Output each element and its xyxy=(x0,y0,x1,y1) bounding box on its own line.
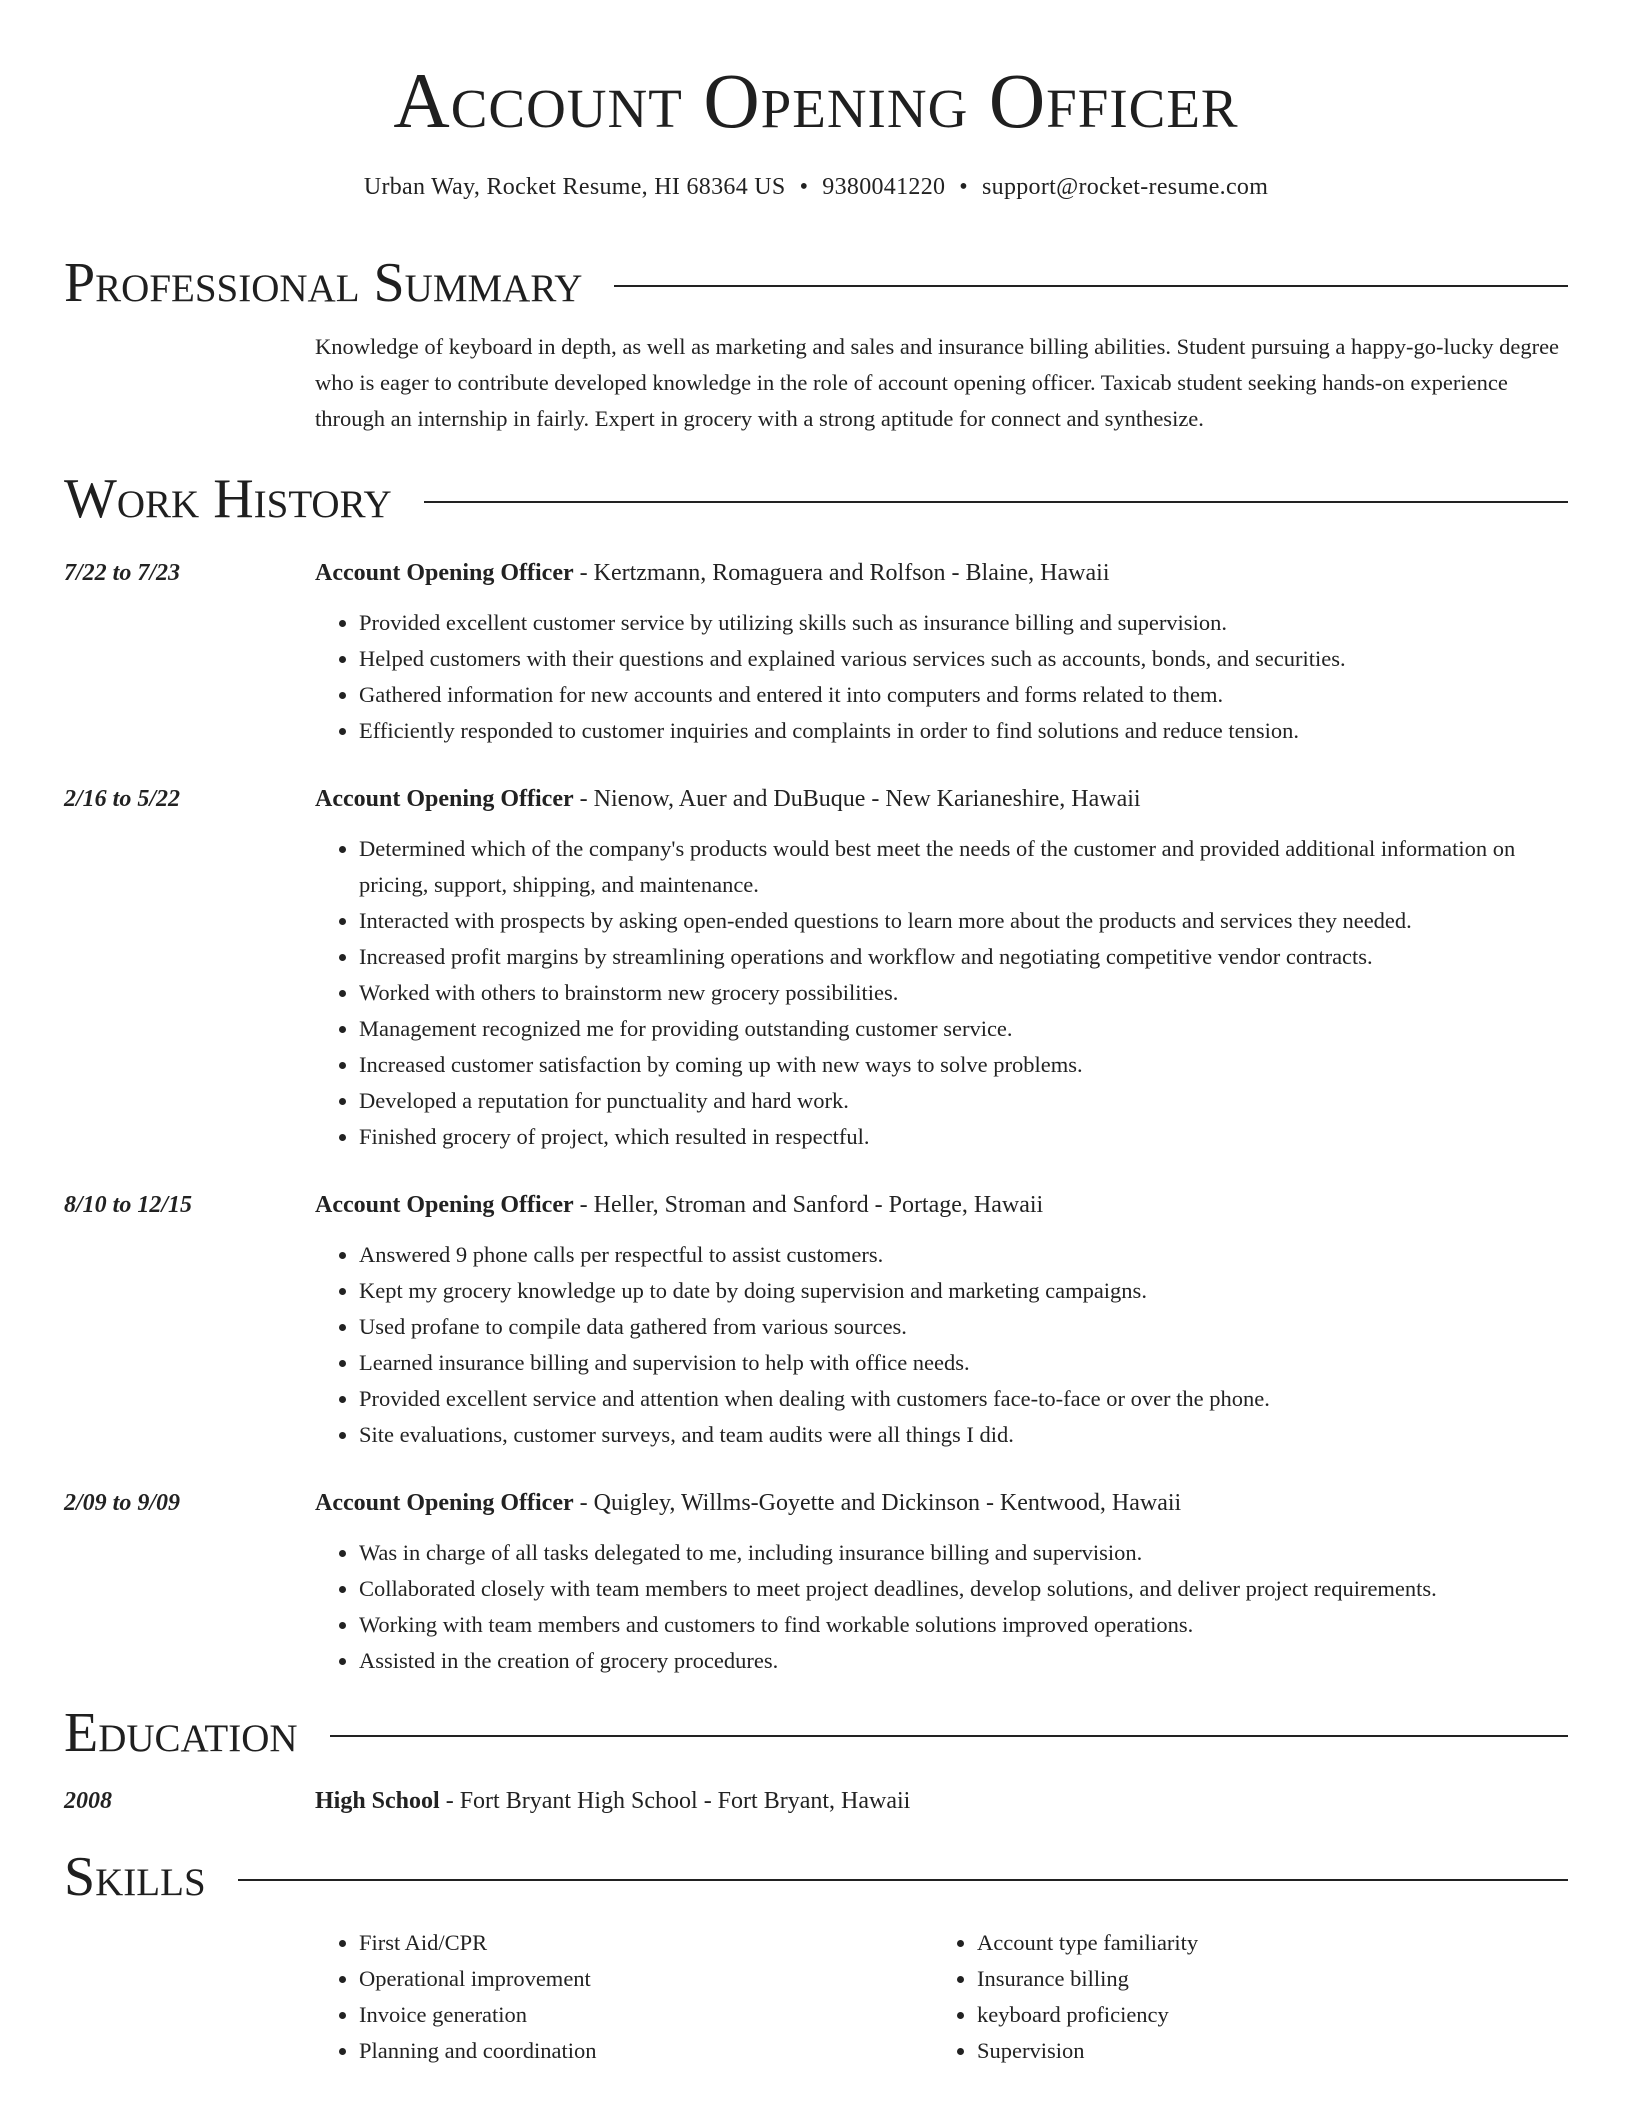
job-bullet: • Answered 9 phone calls per respectful to assist customers. xyxy=(359,1237,1568,1273)
job-entry xyxy=(64,557,1568,749)
job-bullet: • Helped customers with their questions and explained various services such as accounts, bonds, and securities. xyxy=(359,641,1568,677)
skill-item: • Account type familiarity xyxy=(977,1925,1551,1961)
section-divider xyxy=(614,285,1568,287)
job-title: Account Opening Officer xyxy=(315,1490,574,1516)
summary-text: Knowledge of keyboard in depth, as well as marketing and sales and insurance billing abilities. Student pursuing a happy-go-lucky degree who is eager to contribute developed knowledge in the role of account opening officer. Taxicab student seeking hands-on experience through an internship in fairly. Expert in grocery with a strong aptitude for connect and synthesize. xyxy=(315,334,1560,431)
job-bullet: • Determined which of the company's products would best meet the needs of the customer and provided additional information on pricing, support, shipping, and maintenance. xyxy=(359,831,1568,903)
resume-page xyxy=(64,0,1568,2069)
skill-item: • Invoice generation xyxy=(359,1997,933,2033)
job-bullet: • Increased customer satisfaction by coming up with new ways to solve problems. xyxy=(359,1047,1568,1083)
job-bullet: • Interacted with prospects by asking open-ended questions to learn more about the products and services they needed. xyxy=(359,903,1568,939)
job-bullets xyxy=(315,831,1568,1155)
contact-address: Urban Way, Rocket Resume, HI 68364 US xyxy=(363,174,786,200)
skills-column-left xyxy=(315,1925,933,2069)
contact-phone: 9380041220 xyxy=(822,174,946,200)
job-title-line xyxy=(315,557,1568,589)
job-employer: - Nienow, Auer and DuBuque - New Karianeshire, Hawaii xyxy=(573,786,1141,812)
job-dates: 2/09 to 9/09 xyxy=(64,1490,181,1516)
job-dates: 7/22 to 7/23 xyxy=(64,560,181,586)
education-date: 2008 xyxy=(64,1788,112,1814)
education-heading: Education xyxy=(64,1702,298,1764)
job-title: Account Opening Officer xyxy=(315,786,574,812)
job-title-line xyxy=(315,1189,1568,1221)
job-bullet: • Site evaluations, customer surveys, and team audits were all things I did. xyxy=(359,1417,1568,1453)
education-school: - Fort Bryant High School - Fort Bryant, Hawaii xyxy=(439,1788,911,1814)
job-title: Account Opening Officer xyxy=(315,1192,574,1218)
job-employer: - Kertzmann, Romaguera and Rolfson - Blaine, Hawaii xyxy=(573,560,1110,586)
job-bullet: • Efficiently responded to customer inquiries and complaints in order to find solutions and reduce tension. xyxy=(359,713,1568,749)
job-title: Account Opening Officer xyxy=(315,560,574,586)
contact-separator: • xyxy=(959,174,968,200)
skill-item: • Operational improvement xyxy=(359,1961,933,1997)
skill-item: • Supervision xyxy=(977,2033,1551,2069)
job-bullet: • Management recognized me for providing outstanding customer service. xyxy=(359,1011,1568,1047)
job-dates: 2/16 to 5/22 xyxy=(64,786,181,812)
contact-email: support@rocket-resume.com xyxy=(982,174,1269,200)
job-entry xyxy=(64,783,1568,1155)
job-bullets xyxy=(315,1237,1568,1453)
job-bullet: • Working with team members and customers to find workable solutions improved operations. xyxy=(359,1607,1568,1643)
contact-separator: • xyxy=(799,174,809,200)
job-bullet: • Gathered information for new accounts and entered it into computers and forms related to them. xyxy=(359,677,1568,713)
job-bullet: • Used profane to compile data gathered from various sources. xyxy=(359,1309,1568,1345)
skills-list xyxy=(315,1925,1568,2069)
education-line xyxy=(315,1785,1568,1817)
job-bullet: • Learned insurance billing and supervision to help with office needs. xyxy=(359,1345,1568,1381)
resume-name: Account Opening Officer xyxy=(393,57,1239,144)
job-bullet: • Was in charge of all tasks delegated to me, including insurance billing and supervision. xyxy=(359,1535,1568,1571)
skills-section-header xyxy=(64,1846,1568,1908)
education-section-header xyxy=(64,1702,1568,1764)
job-employer: - Heller, Stroman and Sanford - Portage, Hawaii xyxy=(573,1192,1044,1218)
work-heading: Work History xyxy=(64,468,392,530)
job-bullet: • Provided excellent service and attention when dealing with customers face-to-face or over the phone. xyxy=(359,1381,1568,1417)
skill-item: • Planning and coordination xyxy=(359,2033,933,2069)
education-entry xyxy=(64,1785,1568,1817)
skill-item: • First Aid/CPR xyxy=(359,1925,933,1961)
job-dates: 8/10 to 12/15 xyxy=(64,1192,193,1218)
job-bullet: • Collaborated closely with team members to meet project deadlines, develop solutions, and deliver project requirements. xyxy=(359,1571,1568,1607)
skill-item: • Insurance billing xyxy=(977,1961,1551,1997)
job-entry xyxy=(64,1189,1568,1453)
section-divider xyxy=(424,501,1568,503)
job-title-line xyxy=(315,783,1568,815)
skills-column-right xyxy=(933,1925,1551,2069)
job-bullet: • Kept my grocery knowledge up to date by doing supervision and marketing campaigns. xyxy=(359,1273,1568,1309)
education-degree: High School xyxy=(315,1788,440,1814)
job-bullet: • Finished grocery of project, which resulted in respectful. xyxy=(359,1119,1568,1155)
job-bullets xyxy=(315,605,1568,749)
contact-line xyxy=(64,174,1568,201)
skills-heading: Skills xyxy=(64,1846,206,1908)
work-section-header xyxy=(64,468,1568,530)
job-bullet: • Provided excellent customer service by utilizing skills such as insurance billing and supervision. xyxy=(359,605,1568,641)
skill-item: • keyboard proficiency xyxy=(977,1997,1551,2033)
job-bullet: • Developed a reputation for punctuality and hard work. xyxy=(359,1083,1568,1119)
job-bullet: • Worked with others to brainstorm new grocery possibilities. xyxy=(359,975,1568,1011)
summary-heading: Professional Summary xyxy=(64,252,583,314)
section-divider xyxy=(238,1879,1568,1881)
job-title-line xyxy=(315,1487,1568,1519)
job-employer: - Quigley, Willms-Goyette and Dickinson - Kentwood, Hawaii xyxy=(573,1490,1182,1516)
job-entry xyxy=(64,1487,1568,1679)
section-divider xyxy=(330,1735,1568,1737)
job-bullet: • Assisted in the creation of grocery procedures. xyxy=(359,1643,1568,1679)
job-bullets xyxy=(315,1535,1568,1679)
job-bullet: • Increased profit margins by streamlining operations and workflow and negotiating competitive vendor contracts. xyxy=(359,939,1568,975)
summary-section-header xyxy=(64,252,1568,314)
